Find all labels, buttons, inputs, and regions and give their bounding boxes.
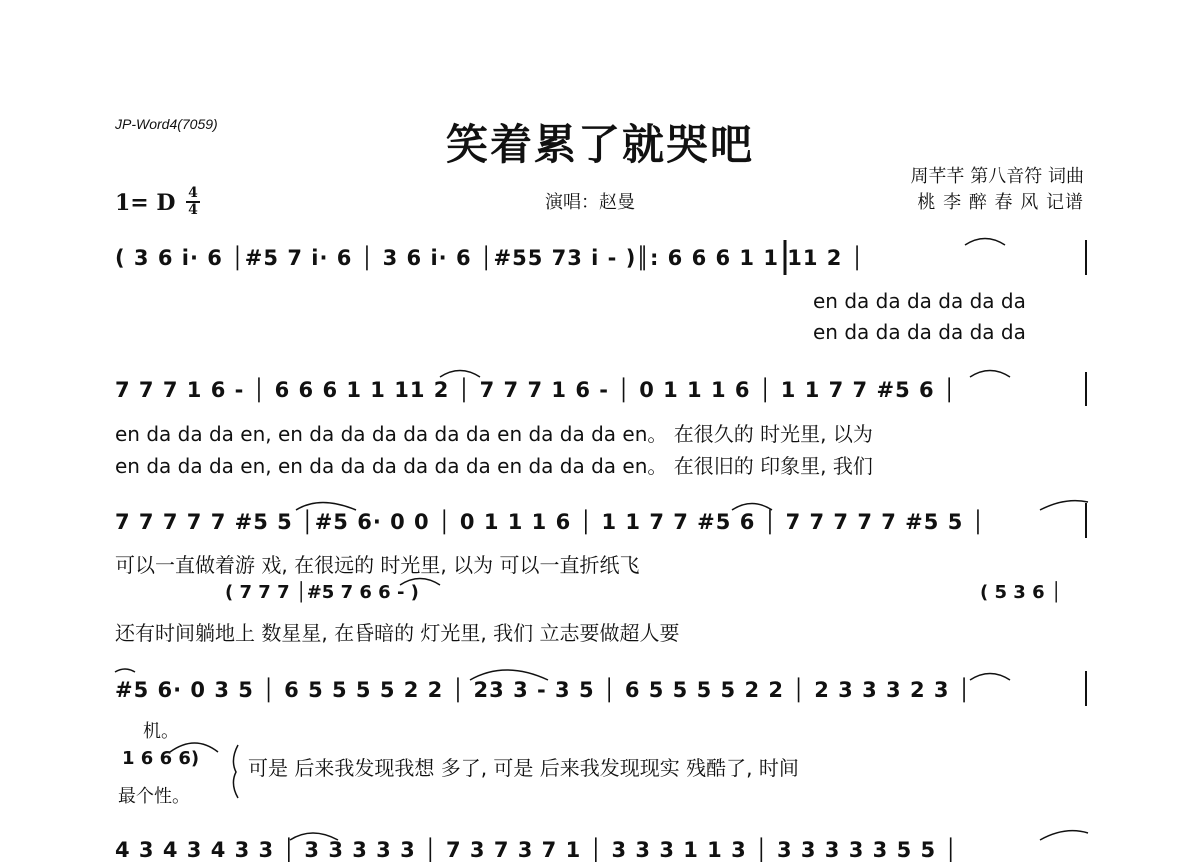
staff3-notes: 7 7 7 7 7 #5 5 │#5 6· 0 0 │ 0 1 1 1 6 │ 1 1 7 7 #5 6 │ 7 7 7 7 7 #5 5 │ [115,510,986,534]
composer-credit: 周芊芊 第八音符 词曲 [910,166,1084,187]
key-signature: 1= D [115,190,176,216]
staff1-notes: ( 3 6 i· 6 │#5 7 i· 6 │ 3 6 i· 6 │#55 73 i - )║: 6 6 6 1 1 11 2 │ [115,246,865,270]
time-bottom: 4 [188,202,198,218]
staff3-lyric1: 可以一直做着游 戏, 在很远的 时光里, 以为 可以一直折纸飞 [115,553,640,577]
time-top: 4 [188,185,198,201]
page-title: 笑着累了就哭吧 [445,120,754,169]
staff4-lyric1: 可是 后来我发现我想 多了, 可是 后来我发现现实 残酷了, 时间 [248,756,799,780]
staff3-inner-notes: ( 7 7 7 │#5 7 6 6 - ) [225,582,419,603]
staff1-lyric2: en da da da da da da [813,320,1026,344]
staff2-lyric1: en da da da en, en da da da da da da en da da da en。 在很久的 时光里, 以为 [115,422,873,446]
transcriber-credit: 桃 李 醉 春 风 记谱 [917,192,1084,213]
staff4-lyric-last: 最个性。 [118,786,190,807]
staff1-lyric1: en da da da da da da [813,289,1026,313]
staff3-inner-right: ( 5 3 6 │ [980,582,1062,603]
staff2-notes: 7 7 7 1 6 - │ 6 6 6 1 1 11 2 │ 7 7 7 1 6 - │ 0 1 1 1 6 │ 1 1 7 7 #5 6 │ [115,378,957,402]
staff2-lyric2: en da da da en, en da da da da da da en da da da en。 在很旧的 印象里, 我们 [115,454,873,478]
staff4-notes: #5 6· 0 3 5 │ 6 5 5 5 5 2 2 │ 23 3 - 3 5 │ 6 5 5 5 5 2 2 │ 2 3 3 3 2 3 │ [115,678,972,702]
staff5-notes: 4 3 4 3 4 3 3 │ 3 3 3 3 3 │ 7 3 7 3 7 1 │ 3 3 3 1 1 3 │ 3 3 3 3 3 5 5 │ [115,838,959,862]
staff4-inner-notes: 1 6 6 6) [122,748,200,769]
singer-credit: 演唱：赵曼 [545,192,635,213]
staff4-lyric-ji: 机。 [143,721,179,742]
staff3-lyric2: 还有时间躺地上 数星星, 在昏暗的 灯光里, 我们 立志要做超人要 [115,621,680,645]
editor-label: JP-Word4(7059) [115,116,218,132]
